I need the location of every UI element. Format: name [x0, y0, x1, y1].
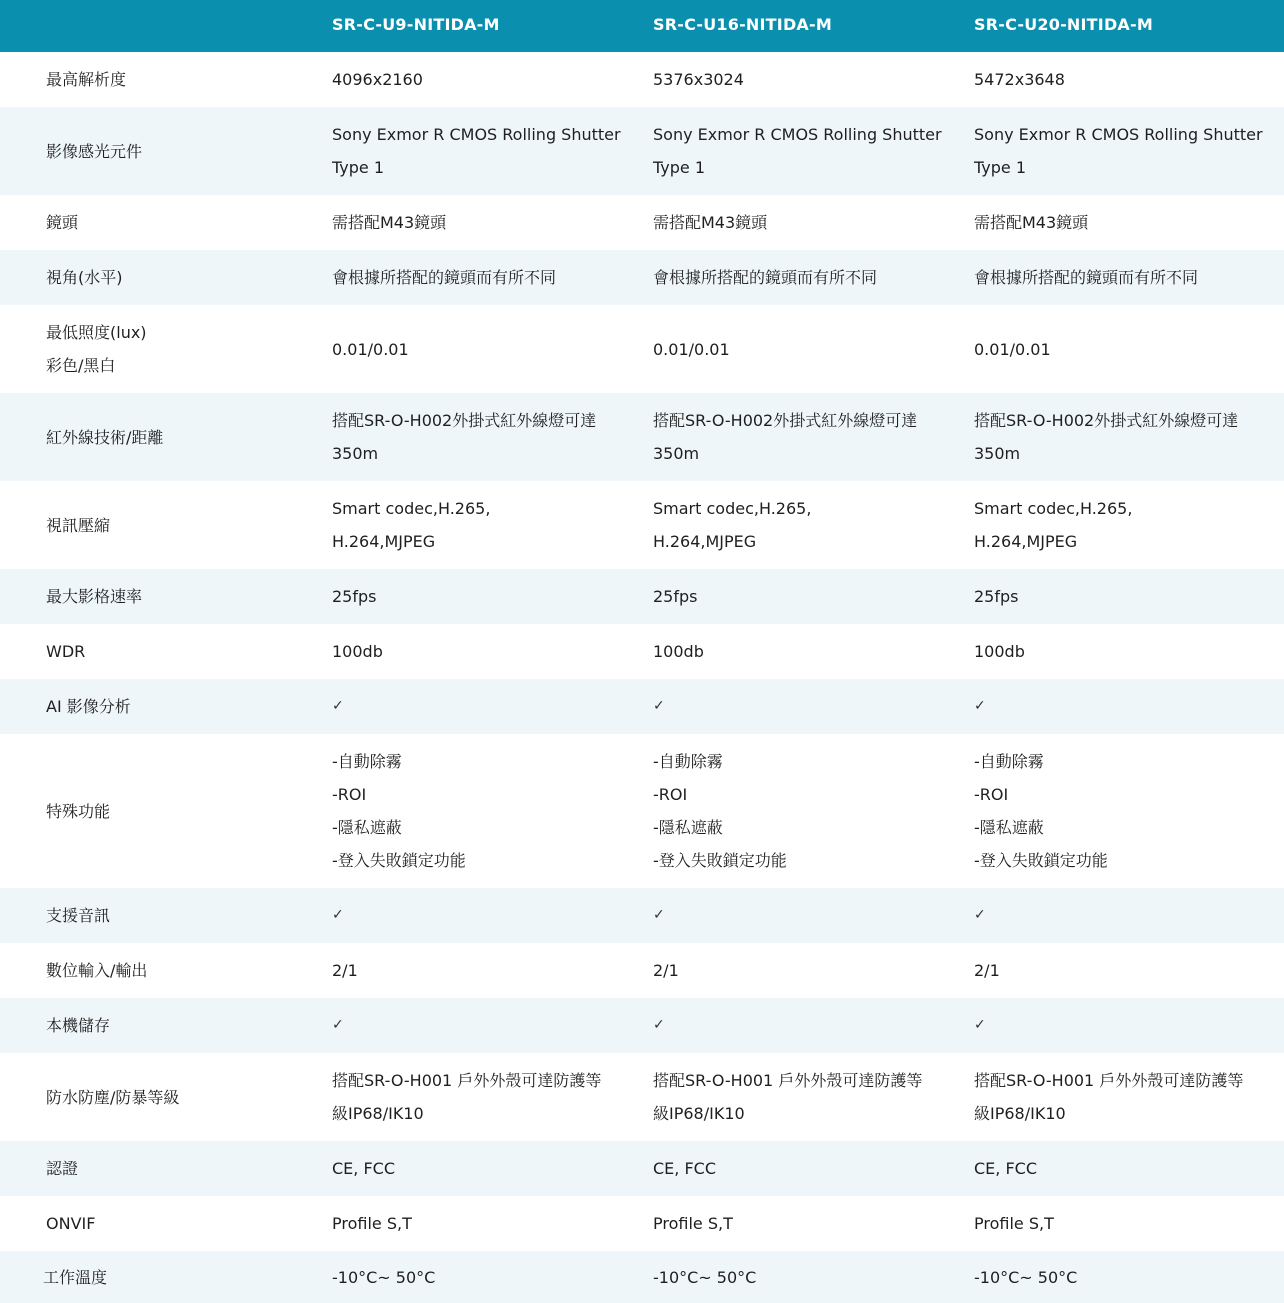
spec-cell — [332, 624, 653, 679]
spec-cell — [653, 679, 974, 734]
spec-cell — [974, 393, 1284, 481]
spec-cell — [974, 1053, 1284, 1141]
spec-cell — [653, 888, 974, 943]
row-label — [0, 888, 332, 943]
row-label — [0, 1251, 332, 1303]
table-row-operating-temperature — [0, 1251, 1284, 1303]
spec-cell — [653, 1196, 974, 1251]
spec-cell — [332, 1196, 653, 1251]
spec-cell — [653, 998, 974, 1053]
spec-value: Sony Exmor R CMOS Rolling Shutter — [653, 125, 942, 144]
spec-value: 25fps — [332, 587, 377, 606]
spec-cell — [332, 305, 653, 393]
spec-value: CE, FCC — [974, 1159, 1037, 1178]
spec-value: 需搭配M43鏡頭 — [332, 213, 447, 232]
spec-value: -隱私遮蔽 — [653, 818, 723, 837]
row-label — [0, 998, 332, 1053]
table-row-local-storage — [0, 998, 1284, 1053]
table-row-audio-support — [0, 888, 1284, 943]
row-label-line: AI 影像分析 — [46, 697, 131, 716]
spec-cell — [332, 195, 653, 250]
table-row-max-resolution — [0, 52, 1284, 107]
table-row-special-features — [0, 734, 1284, 888]
spec-cell — [332, 734, 653, 888]
check-icon: ✓ — [974, 907, 986, 923]
table-row-ai-analysis — [0, 679, 1284, 734]
spec-value: -10°C~ 50°C — [332, 1267, 436, 1287]
spec-cell — [332, 1053, 653, 1141]
row-label — [0, 107, 332, 195]
spec-cell — [974, 305, 1284, 393]
spec-cell — [653, 52, 974, 107]
spec-cell — [653, 624, 974, 679]
spec-value: -隱私遮蔽 — [974, 818, 1044, 837]
spec-value: 搭配SR-O-H001 戶外外殼可達防護等 — [332, 1071, 602, 1090]
spec-value: Profile S,T — [653, 1214, 733, 1233]
table-row-max-frame-rate — [0, 569, 1284, 624]
spec-value: 需搭配M43鏡頭 — [653, 213, 768, 232]
spec-cell — [653, 195, 974, 250]
spec-value: 需搭配M43鏡頭 — [974, 213, 1089, 232]
spec-cell — [974, 888, 1284, 943]
spec-value: -10°C~ 50°C — [653, 1267, 757, 1287]
row-label-line: 特殊功能 — [46, 801, 111, 821]
header-model-u20: SR-C-U20-NITIDA-M — [974, 14, 1153, 34]
check-icon: ✓ — [653, 907, 665, 923]
spec-cell — [332, 888, 653, 943]
spec-cell — [974, 1251, 1284, 1303]
spec-cell — [653, 1251, 974, 1303]
row-label-line: 支援音訊 — [46, 906, 111, 925]
spec-cell — [974, 998, 1284, 1053]
spec-value: CE, FCC — [653, 1159, 716, 1178]
spec-cell — [653, 250, 974, 305]
spec-value: -10°C~ 50°C — [974, 1267, 1078, 1287]
spec-cell — [974, 734, 1284, 888]
spec-value: 會根據所搭配的鏡頭而有所不同 — [974, 268, 1199, 287]
spec-cell — [974, 250, 1284, 305]
spec-value: 4096x2160 — [332, 70, 423, 89]
spec-value: -登入失敗鎖定功能 — [974, 851, 1108, 870]
spec-cell — [653, 393, 974, 481]
spec-value: Sony Exmor R CMOS Rolling Shutter — [332, 125, 621, 144]
spec-value: 0.01/0.01 — [974, 339, 1051, 359]
spec-value: 25fps — [653, 587, 698, 606]
row-label — [0, 305, 332, 393]
spec-value: 350m — [974, 444, 1021, 463]
row-label-line: 鏡頭 — [46, 213, 79, 232]
row-label — [0, 250, 332, 305]
spec-cell — [974, 481, 1284, 569]
row-label — [0, 943, 332, 998]
table-row-ir-distance — [0, 393, 1284, 481]
row-label-line: 最高解析度 — [46, 70, 127, 89]
spec-cell — [653, 734, 974, 888]
spec-cell — [332, 1251, 653, 1303]
row-label — [0, 393, 332, 481]
spec-cell — [974, 107, 1284, 195]
row-label-line: 工作溫度 — [43, 1267, 108, 1287]
row-label-line: WDR — [46, 642, 86, 661]
spec-cell — [332, 393, 653, 481]
row-label-line: 最低照度(lux) — [46, 323, 147, 342]
row-label — [0, 624, 332, 679]
spec-cell — [974, 943, 1284, 998]
spec-value: 2/1 — [974, 961, 1000, 980]
spec-cell — [332, 52, 653, 107]
table-row-lens — [0, 195, 1284, 250]
spec-cell — [653, 569, 974, 624]
spec-value: H.264,MJPEG — [332, 532, 436, 551]
spec-value: Type 1 — [332, 158, 385, 177]
spec-value: 會根據所搭配的鏡頭而有所不同 — [653, 268, 878, 287]
spec-value: Smart codec,H.265, — [653, 499, 812, 518]
row-label — [0, 734, 332, 888]
spec-value: Type 1 — [653, 158, 706, 177]
spec-cell — [332, 998, 653, 1053]
table-row-onvif — [0, 1196, 1284, 1251]
spec-value: CE, FCC — [332, 1159, 395, 1178]
spec-value: 0.01/0.01 — [653, 339, 730, 359]
spec-value: 5376x3024 — [653, 70, 744, 89]
row-label-line: ONVIF — [46, 1214, 96, 1233]
spec-value: -登入失敗鎖定功能 — [332, 851, 466, 870]
spec-value: -自動除霧 — [332, 752, 402, 771]
row-label — [0, 1053, 332, 1141]
spec-value: Smart codec,H.265, — [974, 499, 1133, 518]
row-label-line: 視訊壓縮 — [46, 515, 111, 535]
row-label-line: 最大影格速率 — [46, 587, 143, 606]
table-header-row — [0, 0, 1284, 52]
spec-value: 搭配SR-O-H002外掛式紅外線燈可達 — [332, 411, 597, 430]
spec-value: 100db — [332, 642, 383, 661]
spec-value: 0.01/0.01 — [332, 339, 409, 359]
row-label — [0, 1196, 332, 1251]
row-label-line: 視角(水平) — [46, 268, 123, 287]
row-label-line: 認證 — [46, 1159, 79, 1178]
table-row-video-compression — [0, 481, 1284, 569]
spec-value: 級IP68/IK10 — [974, 1104, 1066, 1123]
spec-value: 搭配SR-O-H002外掛式紅外線燈可達 — [974, 411, 1239, 430]
spec-value: -ROI — [332, 785, 367, 804]
spec-value: H.264,MJPEG — [974, 532, 1078, 551]
row-label-line: 紅外線技術/距離 — [46, 427, 164, 447]
table-row-min-illumination — [0, 305, 1284, 393]
spec-value: -自動除霧 — [653, 752, 723, 771]
row-label — [0, 569, 332, 624]
spec-value: -登入失敗鎖定功能 — [653, 851, 787, 870]
spec-value: 350m — [653, 444, 700, 463]
spec-value: -隱私遮蔽 — [332, 818, 402, 837]
spec-cell — [332, 481, 653, 569]
spec-cell — [974, 624, 1284, 679]
spec-value: 級IP68/IK10 — [653, 1104, 745, 1123]
spec-cell — [332, 107, 653, 195]
spec-cell — [974, 1196, 1284, 1251]
spec-cell — [332, 943, 653, 998]
spec-cell — [332, 250, 653, 305]
spec-cell — [974, 195, 1284, 250]
spec-value: -ROI — [974, 785, 1009, 804]
row-label — [0, 195, 332, 250]
check-icon: ✓ — [653, 698, 665, 714]
spec-cell — [974, 52, 1284, 107]
table-row-wdr — [0, 624, 1284, 679]
spec-value: 5472x3648 — [974, 70, 1065, 89]
table-row-image-sensor — [0, 107, 1284, 195]
check-icon: ✓ — [974, 1017, 986, 1033]
spec-value: 會根據所搭配的鏡頭而有所不同 — [332, 268, 557, 287]
spec-value: H.264,MJPEG — [653, 532, 757, 551]
spec-cell — [974, 1141, 1284, 1196]
spec-value: -自動除霧 — [974, 752, 1044, 771]
spec-cell — [653, 107, 974, 195]
row-label — [0, 679, 332, 734]
table-row-digital-io — [0, 943, 1284, 998]
spec-value: 100db — [653, 642, 704, 661]
spec-value: 25fps — [974, 587, 1019, 606]
spec-value: Type 1 — [974, 158, 1027, 177]
spec-value: Profile S,T — [974, 1214, 1054, 1233]
row-label-line: 彩色/黑白 — [46, 356, 116, 375]
spec-cell — [653, 1141, 974, 1196]
header-model-u16: SR-C-U16-NITIDA-M — [653, 14, 832, 34]
spec-cell — [653, 1053, 974, 1141]
spec-cell — [974, 679, 1284, 734]
spec-cell — [653, 943, 974, 998]
row-label-line: 本機儲存 — [46, 1016, 111, 1035]
spec-value: 搭配SR-O-H001 戶外外殼可達防護等 — [974, 1071, 1244, 1090]
spec-cell — [332, 1141, 653, 1196]
header-corner — [0, 0, 332, 52]
check-icon: ✓ — [332, 907, 344, 923]
check-icon: ✓ — [974, 698, 986, 714]
check-icon: ✓ — [332, 1017, 344, 1033]
spec-value: 級IP68/IK10 — [332, 1104, 424, 1123]
header-model-u9: SR-C-U9-NITIDA-M — [332, 14, 500, 34]
spec-value: Profile S,T — [332, 1214, 412, 1233]
spec-cell — [974, 569, 1284, 624]
table-row-protection-rating — [0, 1053, 1284, 1141]
row-label-line: 影像感光元件 — [46, 141, 143, 161]
check-icon: ✓ — [332, 698, 344, 714]
table-row-certification — [0, 1141, 1284, 1196]
spec-cell — [332, 569, 653, 624]
spec-cell — [653, 305, 974, 393]
spec-value: 搭配SR-O-H002外掛式紅外線燈可達 — [653, 411, 918, 430]
table-row-field-of-view — [0, 250, 1284, 305]
row-label-line: 防水防塵/防暴等級 — [46, 1087, 180, 1107]
spec-value: 2/1 — [653, 961, 679, 980]
spec-value: Smart codec,H.265, — [332, 499, 491, 518]
row-label — [0, 1141, 332, 1196]
spec-cell — [332, 679, 653, 734]
row-label — [0, 481, 332, 569]
row-label — [0, 52, 332, 107]
spec-value: 2/1 — [332, 961, 358, 980]
spec-value: -ROI — [653, 785, 688, 804]
spec-cell — [653, 481, 974, 569]
spec-value: 搭配SR-O-H001 戶外外殼可達防護等 — [653, 1071, 923, 1090]
check-icon: ✓ — [653, 1017, 665, 1033]
spec-value: 100db — [974, 642, 1025, 661]
spec-value: Sony Exmor R CMOS Rolling Shutter — [974, 125, 1263, 144]
row-label-line: 數位輸入/輸出 — [46, 961, 148, 980]
spec-value: 350m — [332, 444, 379, 463]
